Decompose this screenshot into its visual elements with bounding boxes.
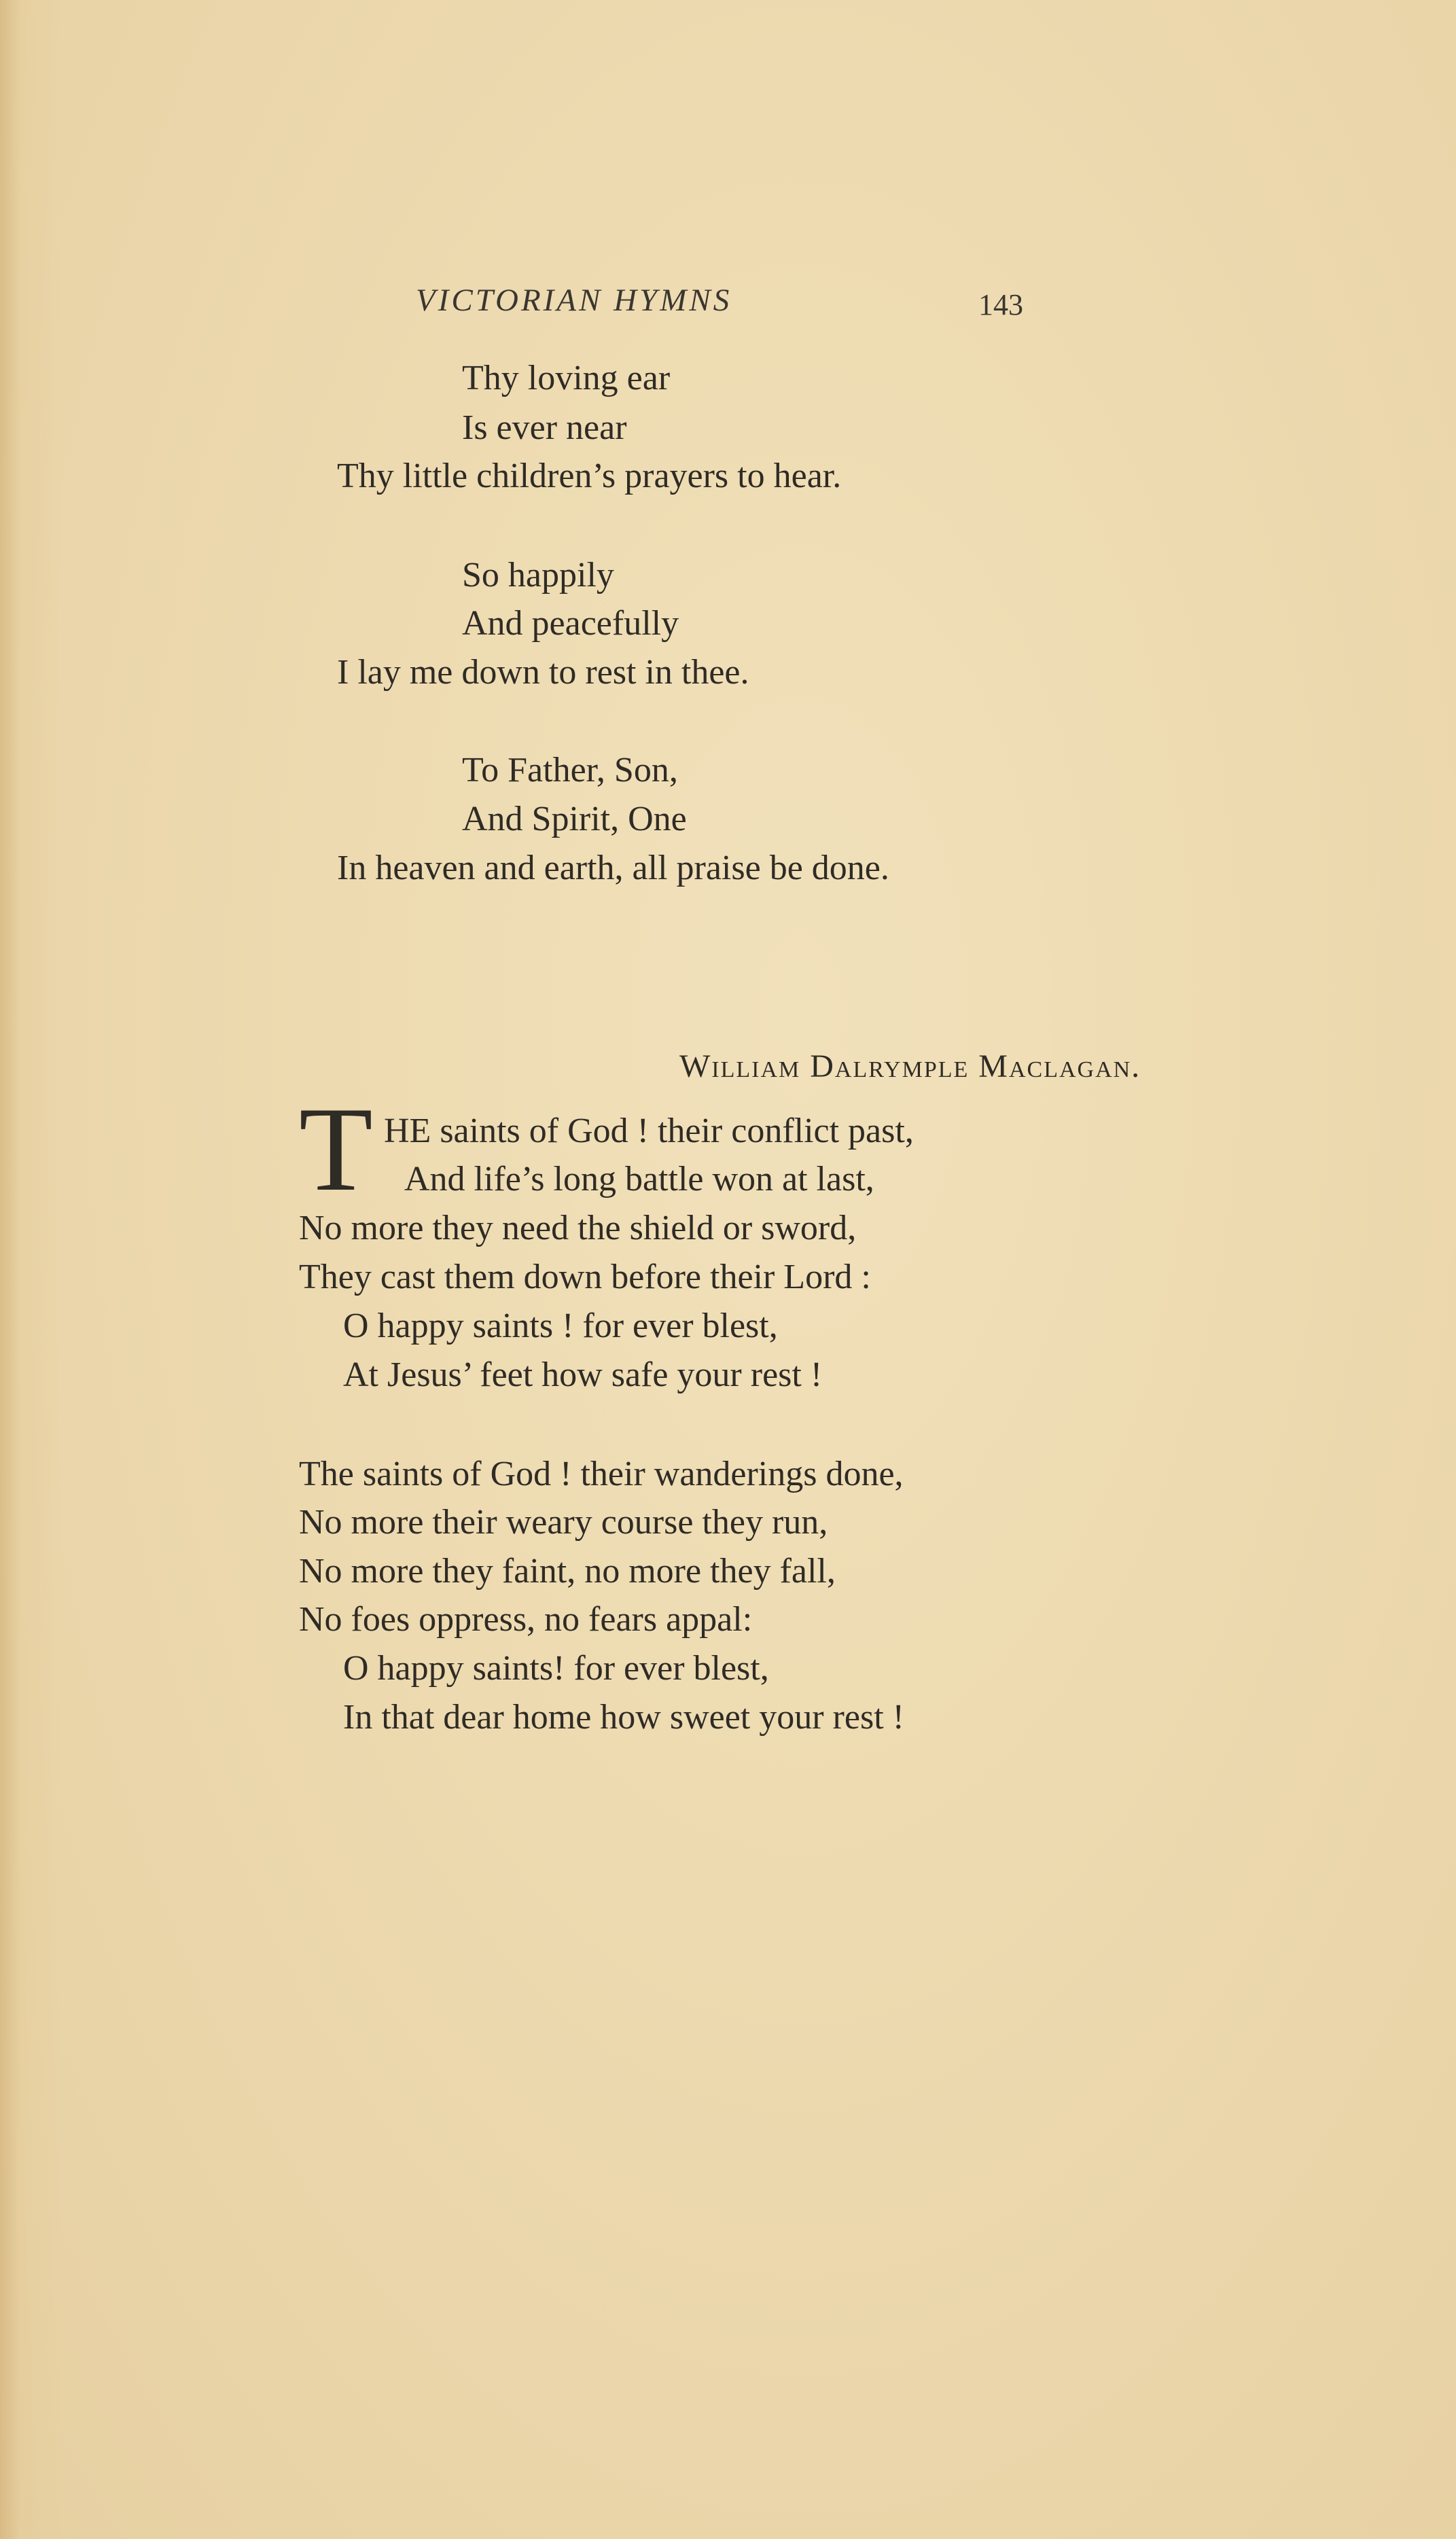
verse-line: And Spirit, One: [462, 800, 687, 838]
verse-line: The saints of God ! their wanderings done,: [299, 1455, 904, 1493]
verse-line: No more they need the shield or sword,: [299, 1209, 857, 1247]
verse-line: HE saints of God ! their conflict past,: [384, 1112, 914, 1150]
running-title: VICTORIAN HYMNS: [416, 283, 732, 318]
verse-line: They cast them down before their Lord :: [299, 1258, 871, 1296]
verse-line: So happily: [462, 556, 614, 594]
verse-line: At Jesus’ feet how safe your rest !: [343, 1355, 823, 1394]
verse-line: And life’s long battle won at last,: [404, 1160, 874, 1199]
verse-line: Thy little children’s prayers to hear.: [337, 457, 842, 495]
verse-line: O happy saints ! for ever blest,: [343, 1307, 778, 1345]
verse-line: No more they faint, no more they fall,: [299, 1552, 836, 1591]
verse-line: In heaven and earth, all praise be done.: [337, 849, 889, 887]
verse-line: And peacefully: [462, 604, 679, 643]
verse-line: In that dear home how sweet your rest !: [343, 1698, 904, 1737]
verse-line: O happy saints! for ever blest,: [343, 1649, 769, 1688]
verse-line: To Father, Son,: [462, 751, 678, 789]
drop-cap: T: [299, 1082, 373, 1216]
author-attribution: William Dalrymple Maclagan.: [679, 1048, 1141, 1084]
page-number: 143: [978, 288, 1023, 321]
page-header: [0, 282, 1456, 330]
verse-line: No foes oppress, no fears appal:: [299, 1600, 753, 1639]
verse-line: Thy loving ear: [462, 359, 671, 397]
verse-line: No more their weary course they run,: [299, 1503, 828, 1542]
verse-line: I lay me down to rest in thee.: [337, 653, 749, 692]
verse-line: Is ever near: [462, 408, 627, 447]
